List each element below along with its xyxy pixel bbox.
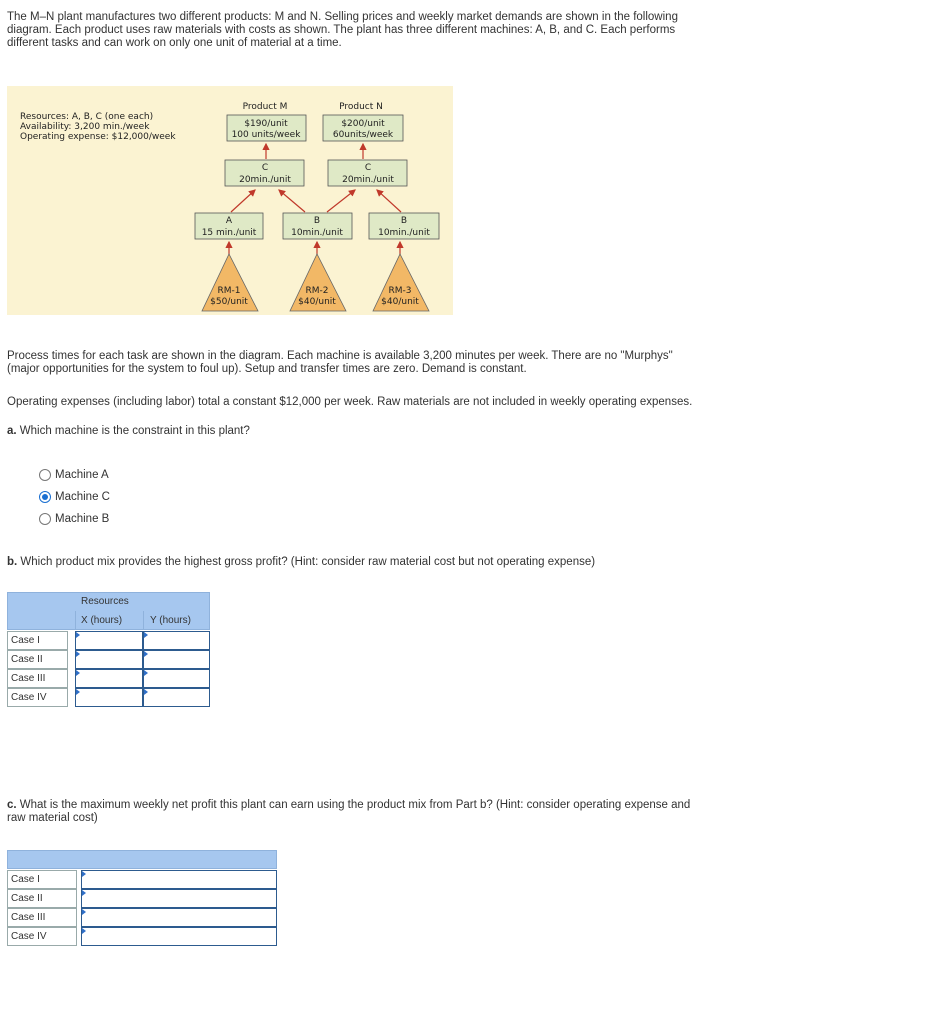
rm2-cost: $40/unit <box>298 297 336 307</box>
rm1-cost: $50/unit <box>210 297 248 307</box>
option-machine-c[interactable] <box>39 489 110 505</box>
machine-a-label: A <box>225 216 233 226</box>
case-2-y-input[interactable] <box>143 650 210 669</box>
process-line-2: (major opportunities for the system to foul up). Setup and transfer times are zero. Demand is constant. <box>7 363 527 375</box>
process-diagram-svg <box>7 86 453 315</box>
machine-b-right-time: 10min./unit <box>378 228 430 238</box>
option-machine-a-label: Machine A <box>55 469 109 481</box>
product-m-title: Product M <box>242 102 288 112</box>
rm3-cost: $40/unit <box>381 297 419 307</box>
question-b-text: Which product mix provides the highest gross profit? (Hint: consider raw material cost but not operating expense) <box>17 556 596 568</box>
intro-line-1: The M–N plant manufactures two different products: M and N. Selling prices and weekly market demands are shown in the following <box>7 11 678 23</box>
machine-b-right-label: B <box>400 216 408 226</box>
question-c-label: c. <box>7 799 17 811</box>
machine-c-right-time: 20min./unit <box>342 175 394 185</box>
table-c-row-case-2: Case II <box>7 889 77 908</box>
intro-line-3: different tasks and can work on only one unit of material at a time. <box>7 37 342 49</box>
case-3-profit-input[interactable] <box>81 908 277 927</box>
question-c-line-1: What is the maximum weekly net profit this plant can earn using the product mix from Part b? (Hint: consider operating expense and <box>16 799 691 811</box>
process-line-1: Process times for each task are shown in the diagram. Each machine is available 3,200 minutes per week. There are no "Murphys" <box>7 350 673 362</box>
table-b-row-case-3: Case III <box>7 669 68 688</box>
table-c-header <box>7 850 277 869</box>
case-2-profit-input[interactable] <box>81 889 277 908</box>
case-1-x-input[interactable] <box>75 631 143 650</box>
question-a-text: Which machine is the constraint in this plant? <box>16 425 250 437</box>
table-c-row-case-3: Case III <box>7 908 77 927</box>
arrow-b-to-c-left <box>279 190 305 212</box>
case-3-y-input[interactable] <box>143 669 210 688</box>
availability-text: Availability: 3,200 min./week <box>20 122 150 132</box>
case-4-x-input[interactable] <box>75 688 143 707</box>
radio-machine-b[interactable] <box>39 513 51 525</box>
case-2-x-input[interactable] <box>75 650 143 669</box>
intro-line-2: diagram. Each product uses raw materials with costs as shown. The plant has three different machines: A, B, and C. Each performs <box>7 24 676 36</box>
machine-b-mid-label: B <box>313 216 321 226</box>
case-3-x-input[interactable] <box>75 669 143 688</box>
radio-machine-c[interactable] <box>39 491 51 503</box>
machine-c-right-label: C <box>364 163 372 173</box>
x-hours-header: X (hours) <box>81 615 123 626</box>
resources-text: Resources: A, B, C (one each) <box>20 112 154 122</box>
product-n-title: Product N <box>339 102 383 112</box>
option-machine-b-label: Machine B <box>55 513 110 525</box>
operating-expense-text: Operating expense: $12,000/week <box>20 132 176 142</box>
rm3-name: RM-3 <box>388 286 412 296</box>
arrow-b-right-to-c-right <box>377 190 401 212</box>
question-a <box>7 425 250 438</box>
intro-paragraph <box>7 11 678 50</box>
machine-a-time: 15 min./unit <box>201 228 257 238</box>
question-a-label: a. <box>7 425 17 437</box>
question-b <box>7 556 595 569</box>
product-mix-table <box>7 592 210 708</box>
option-machine-a[interactable] <box>39 467 109 483</box>
rm2-name: RM-2 <box>305 286 329 296</box>
case-1-profit-input[interactable] <box>81 870 277 889</box>
table-b-row-case-2: Case II <box>7 650 68 669</box>
y-hours-header: Y (hours) <box>150 615 191 626</box>
machine-b-mid-time: 10min./unit <box>291 228 343 238</box>
question-c-line-2: raw material cost) <box>7 812 98 824</box>
rm1-name: RM-1 <box>217 286 241 296</box>
product-m-price: $190/unit <box>244 119 288 129</box>
table-b-row-case-4: Case IV <box>7 688 68 707</box>
table-b-row-case-1: Case I <box>7 631 68 650</box>
arrow-a-to-c-left <box>231 190 255 212</box>
net-profit-table <box>7 850 277 947</box>
radio-machine-a[interactable] <box>39 469 51 481</box>
machine-c-left-label: C <box>261 163 269 173</box>
machine-c-left-time: 20min./unit <box>239 175 291 185</box>
product-n-demand: 60units/week <box>332 130 394 140</box>
option-machine-b[interactable] <box>39 511 109 527</box>
product-m-demand: 100 units/week <box>231 130 301 140</box>
resources-header: Resources <box>81 596 129 607</box>
table-c-row-case-4: Case IV <box>7 927 77 946</box>
table-c-row-case-1: Case I <box>7 870 77 889</box>
product-n-price: $200/unit <box>341 119 385 129</box>
case-1-y-input[interactable] <box>143 631 210 650</box>
opex-paragraph: Operating expenses (including labor) total a constant $12,000 per week. Raw materials are not included in weekly operating expenses. <box>7 396 693 408</box>
option-machine-c-label: Machine C <box>55 491 110 503</box>
arrow-b-to-c-right <box>327 190 355 212</box>
process-diagram <box>7 86 453 315</box>
question-b-label: b. <box>7 556 18 568</box>
case-4-profit-input[interactable] <box>81 927 277 946</box>
case-4-y-input[interactable] <box>143 688 210 707</box>
question-c <box>7 799 690 825</box>
process-paragraph <box>7 350 673 376</box>
